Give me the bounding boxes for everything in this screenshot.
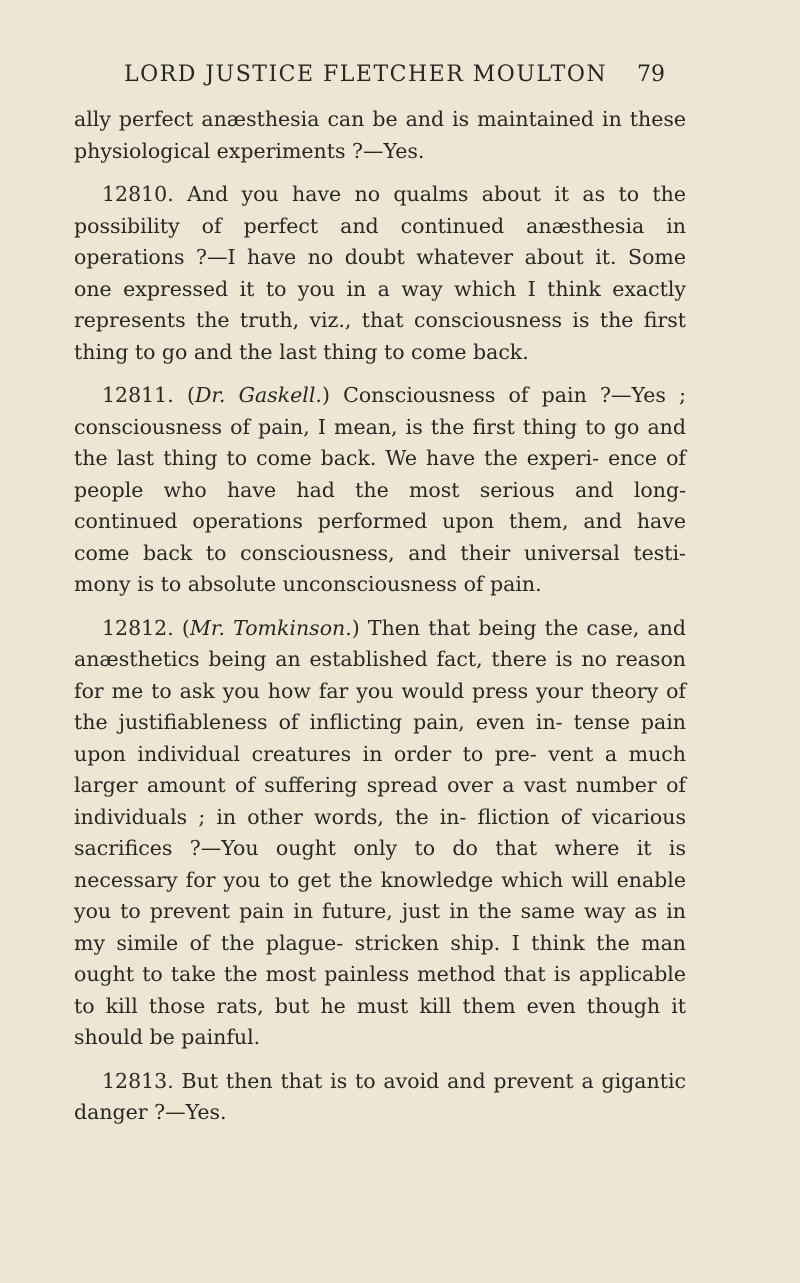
question-12812 (74, 613, 686, 1054)
page-header (0, 62, 800, 94)
paragraph-text: But then that is to avoid and prevent a gigantic danger ?—Yes. (74, 1068, 686, 1124)
question-number: 12813. (102, 1068, 174, 1093)
page-number: 79 (637, 62, 665, 87)
body-text (74, 104, 686, 1141)
question-12813 (74, 1066, 686, 1129)
question-number: 12810. (102, 182, 174, 206)
paragraph-text: ally perfect anæsthesia can be and is maintained in these physiological experiments ?—Yes. (74, 107, 686, 163)
paragraph-text: Consciousness of pain ?—Yes ; consciousness of pain, I mean, is the first thing to go and the last thing to come back. We have the experi- ence of people who have had the most serious and long- continued operations performed upon them, and have come back to consciousness, and their universal testi- mony is to absolute unconsciousness of pain. (74, 383, 686, 596)
paragraph-continuation (74, 104, 686, 167)
speaker-close-paren: ) (321, 383, 330, 407)
question-number: 12811. (102, 383, 174, 407)
question-number: 12812. (102, 615, 174, 640)
speaker-name: Dr. Gaskell. (194, 383, 322, 407)
speaker-open-paren: ( (186, 383, 195, 407)
paragraph-text: Then that being the case, and anæsthetics being an established fact, there is no reason for me to ask you how far you would press your theory of the justifiableness of inflicting pain, even in- tense pain upon individual creatures in order to pre- vent a much larger amount of suffering spread over a vast number of individuals ; in other words, the in- fliction of vicarious sacrifices ?—You ought only to do that where it is necessary for you to get the knowledge which will enable you to prevent pain in future, just in the same way as in my simile of the plague- stricken ship. I think the man ought to take the most painless method that is applicable to kill those rats, but he must kill them even though it should be painful. (74, 615, 686, 1049)
paragraph-text: And you have no qualms about it as to the possibility of perfect and continued anæsthesia in operations ?—I have no doubt whatever about it. Some one expressed it to you in a way which I think exactly represents the truth, viz., that consciousness is the first thing to go and the last thing to come back. (74, 182, 686, 364)
question-12811 (74, 380, 686, 601)
running-title: LORD JUSTICE FLETCHER MOULTON (124, 62, 608, 87)
speaker-open-paren: ( (181, 615, 190, 640)
speaker-name: Mr. Tomkinson. (189, 615, 352, 640)
question-12810 (74, 179, 686, 368)
speaker-close-paren: ) (351, 615, 360, 640)
